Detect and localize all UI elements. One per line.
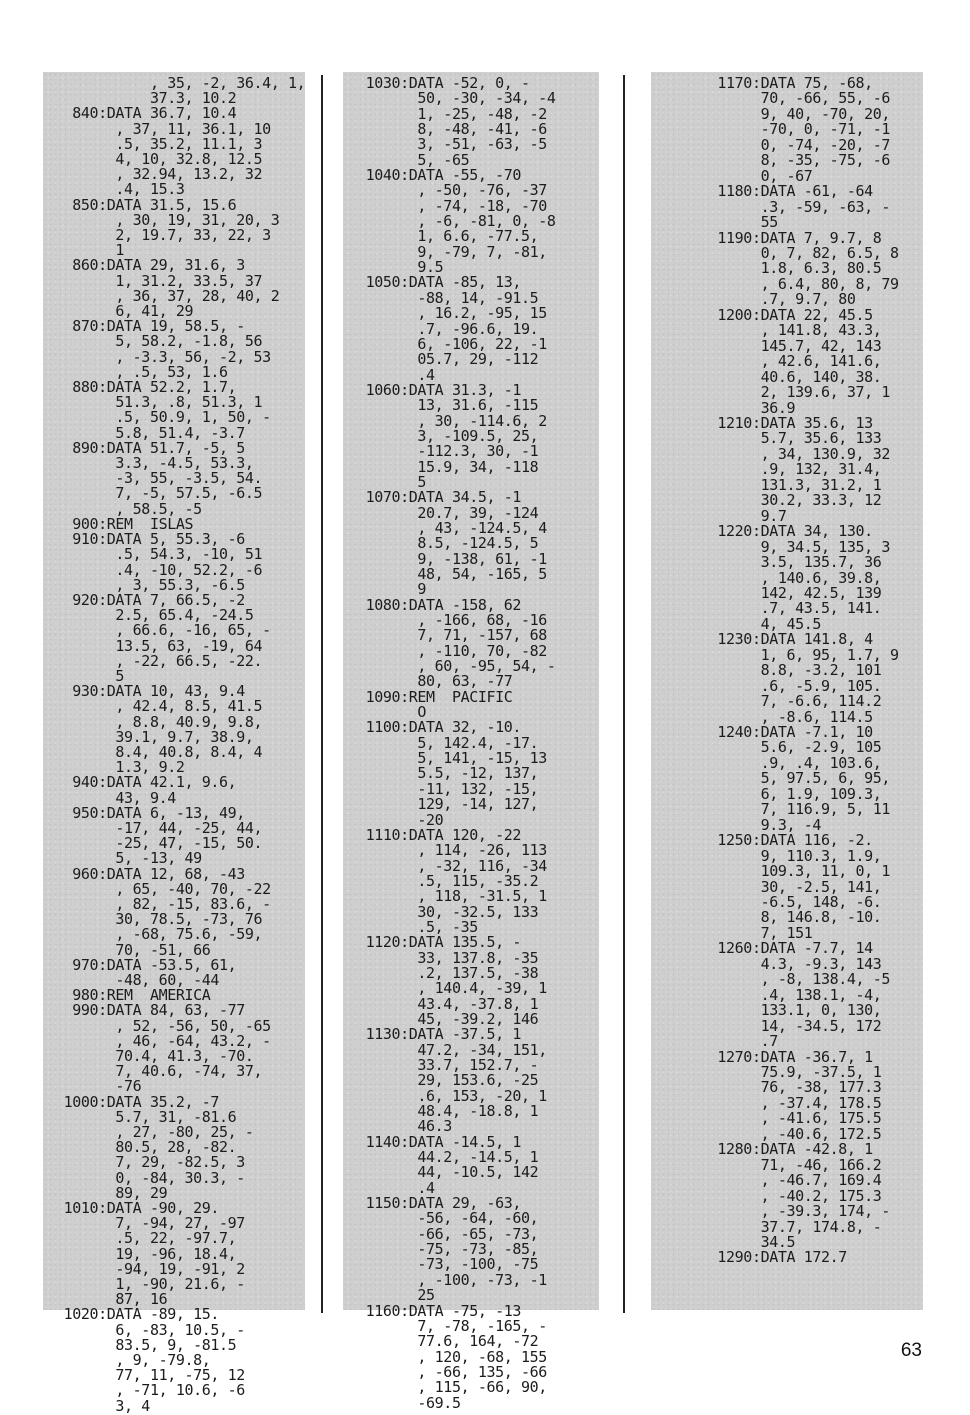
listing-column-1 xyxy=(43,72,306,1415)
basic-listing-text-3: 1170:DATA 75, -68, 70, -66, 55, -6 9, 40, -70, 20, -70, 0, -71, -1 0, -74, -20, -7 8, -35, -75, -6 0, -67 1180:DATA -61, -64 .3, -59, -63, - 55 1190:DATA 7, 9.7, 8 0, 7, 82, 6.5, 8 1.8, 6.3, 80.5 , 6.4, 80, 8, 79 .7, 9.7, 80 1200:DATA 22, 45.5 , 141.8, 43.3, 145.7, 42, 143 , 42.6, 141.6, 40.6, 140, 38. 2, 139.6, 37, 1 36.9 1210:DATA 35.6, 13 5.7, 35.6, 133 , 34, 130.9, 32 .9, 132, 31.4, 131.3, 31.2, 1 30.2, 33.3, 12 9.7 1220:DATA 34, 130. 9, 34.5, 135, 3 3.5, 135.7, 36 , 140.6, 39.8, 142, 42.5, 139 .7, 43.5, 141. 4, 45.5 1230:DATA 141.8, 4 1, 6, 95, 1.7, 9 8.8, -3.2, 101 .6, -5.9, 105. 7, -6.6, 114.2 , -8.6, 114.5 1240:DATA -7.1, 10 5.6, -2.9, 105 .9, .4, 103.6, 5, 97.5, 6, 95, 6, 1.9, 109.3, 7, 116.9, 5, 11 9.3, -4 1250:DATA 116, -2. 9, 110.3, 1.9, 109.3, 11, 0, 1 30, -2.5, 141, -6.5, 148, -6. 8, 146.8, -10. 7, 151 1260:DATA -7.7, 14 4.3, -9.3, 143 , -8, 138.4, -5 .4, 138.1, -4, 133.1, 0, 130, 14, -34.5, 172 .7 1270:DATA -36.7, 1 75.9, -37.5, 1 76, -38, 177.3 , -37.4, 178.5 , -41.6, 175.5 , -40.6, 172.5 1280:DATA -42.8, 1 71, -46, 166.2 , -46.7, 169.4 , -40.2, 175.3 , -39.3, 174, - 37.7, 174.8, - 34.5 1290:DATA 172.7 xyxy=(717,74,899,1267)
column-divider-1 xyxy=(321,75,323,1313)
basic-listing-text-1: , 35, -2, 36.4, 1, 37.3, 10.2 840:DATA 36.7, 10.4 , 37, 11, 36.1, 10 .5, 35.2, 11.1, 3 4, 10, 32.8, 12.5 , 32.94, 13.2, 32 .4, 15.3 850:DATA 31.5, 15.6 , 30, 19, 31, 20, 3 2, 19.7, 33, 22, 3 1 860:DATA 29, 31.6, 3 1, 31.2, 33.5, 37 , 36, 37, 28, 40, 2 6, 41, 29 870:DATA 19, 58.5, - 5, 58.2, -1.8, 56 , -3.3, 56, -2, 53 , .5, 53, 1.6 880:DATA 52.2, 1.7, 51.3, .8, 51.3, 1 .5, 50.9, 1, 50, - 5.8, 51.4, -3.7 890:DATA 51.7, -5, 5 3.3, -4.5, 53.3, -3, 55, -3.5, 54. 7, -5, 57.5, -6.5 , 58.5, -5 900:REM ISLAS 910:DATA 5, 55.3, -6 .5, 54.3, -10, 51 .4, -10, 52.2, -6 , 3, 55.3, -6.5 920:DATA 7, 66.5, -2 2.5, 65.4, -24.5 , 66.6, -16, 65, - 13.5, 63, -19, 64 , -22, 66.5, -22. 5 930:DATA 10, 43, 9.4 , 42.4, 8.5, 41.5 , 8.8, 40.9, 9.8, 39.1, 9.7, 38.9, 8.4, 40.8, 8.4, 4 1.3, 9.2 940:DATA 42.1, 9.6, 43, 9.4 950:DATA 6, -13, 49, -17, 44, -25, 44, -25, 47, -15, 50. 5, -13, 49 960:DATA 12, 68, -43 , 65, -40, 70, -22 , 82, -15, 83.6, - 30, 78.5, -73, 76 , -68, 75.6, -59, 70, -51, 66 970:DATA -53.5, 61, -48, 60, -44 980:REM AMERICA 990:DATA 84, 63, -77 , 52, -56, 50, -65 , 46, -64, 43.2, - 70.4, 41.3, -70. 7, 40.6, -74, 37, -76 1000:DATA 35.2, -7 5.7, 31, -81.6 , 27, -80, 25, - 80.5, 28, -82. 7, 29, -82.5, 3 0, -84, 30.3, - 89, 29 1010:DATA -90, 29. 7, -94, 27, -97 .5, 22, -97.7, 19, -96, 18.4, -94, 19, -91, 2 1, -90, 21.6, - 87, 16 1020:DATA -89, 15. 6, -83, 10.5, - 83.5, 9, -81.5 , 9, -79.8, 77, 11, -75, 12 , -71, 10.6, -6 3, 4 xyxy=(63,74,306,1415)
listing-column-2 xyxy=(343,72,599,1412)
basic-listing-text-2: 1030:DATA -52, 0, - 50, -30, -34, -4 1, -25, -48, -2 8, -48, -41, -6 3, -51, -63, -5 5, -65 1040:DATA -55, -70 , -50, -76, -37 , -74, -18, -70 , -6, -81, 0, -8 1, 6.6, -77.5, 9, -79, 7, -81, 9.5 1050:DATA -85, 13, -88, 14, -91.5 , 16.2, -95, 15 .7, -96.6, 19. 6, -106, 22, -1 05.7, 29, -112 .4 1060:DATA 31.3, -1 13, 31.6, -115 , 30, -114.6, 2 3, -109.5, 25, -112.3, 30, -1 15.9, 34, -118 5 1070:DATA 34.5, -1 20.7, 39, -124 , 43, -124.5, 4 8.5, -124.5, 5 9, -138, 61, -1 48, 54, -165, 5 9 1080:DATA -158, 62 , -166, 68, -16 7, 71, -157, 68 , -110, 70, -82 , 60, -95, 54, - 80, 63, -77 1090:REM PACIFIC O 1100:DATA 32, -10. 5, 142.4, -17. 5, 141, -15, 13 5.5, -12, 137, -11, 132, -15, 129, -14, 127, -20 1110:DATA 120, -22 , 114, -26, 113 , -32, 116, -34 .5, 115, -35.2 , 118, -31.5, 1 30, -32.5, 133 .5, -35 1120:DATA 135.5, - 33, 137.8, -35 .2, 137.5, -38 , 140.4, -39, 1 43.4, -37.8, 1 45, -39.2, 146 1130:DATA -37.5, 1 47.2, -34, 151, 33.7, 152.7, - 29, 153.6, -25 .6, 153, -20, 1 48.4, -18.8, 1 46.3 1140:DATA -14.5, 1 44.2, -14.5, 1 44, -10.5, 142 .4 1150:DATA 29, -63, -56, -64, -60, -66, -65, -73, -75, -73, -85, -73, -100, -75 , -100, -73, -1 25 1160:DATA -75, -13 7, -78, -165, - 77.6, 164, -72 , 120, -68, 155 , -66, 135, -66 , 115, -66, 90, -69.5 xyxy=(365,74,556,1412)
listing-column-3 xyxy=(651,72,923,1310)
column-divider-2 xyxy=(623,75,625,1313)
page-number: 63 xyxy=(900,1340,922,1361)
